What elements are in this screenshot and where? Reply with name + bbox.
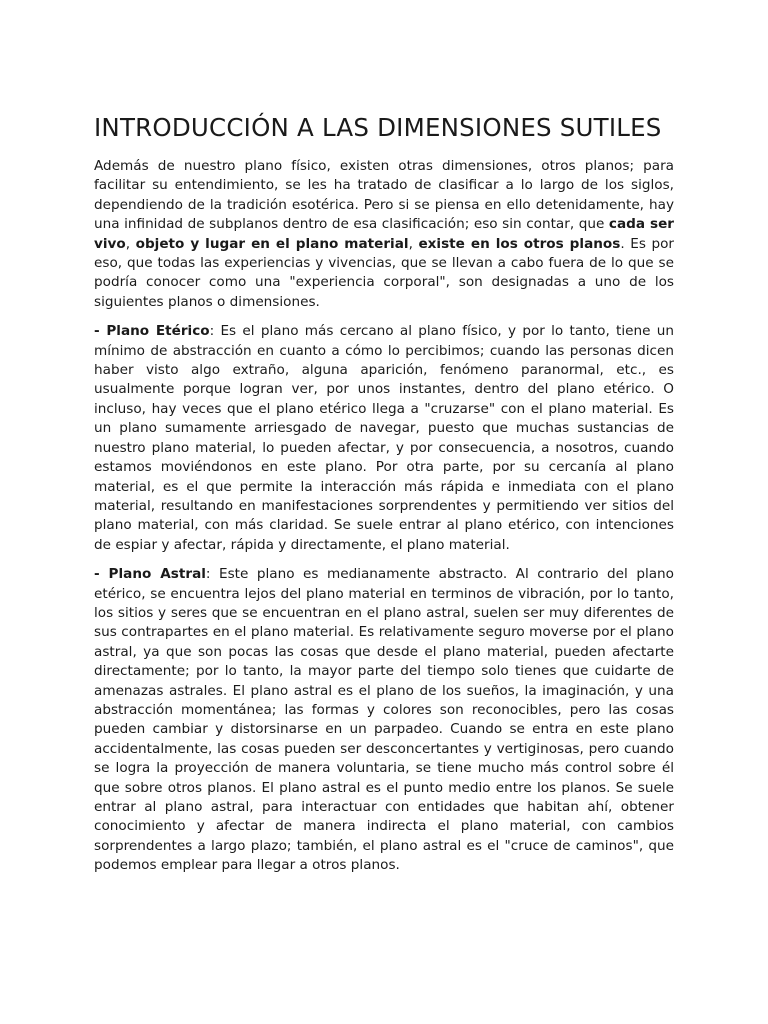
intro-text-end: . Es por eso, que todas las experiencias y vivencias, que se llevan a cabo fuera de lo que se podría conocer como una "experiencia corporal", son designadas a uno de los siguientes planos o dimensiones. xyxy=(94,235,674,310)
intro-paragraph xyxy=(94,157,674,312)
intro-text-start: Además de nuestro plano físico, existen otras dimensiones, otros planos; para facilitar su entendimiento, se les ha tratado de clasificar a lo largo de los siglos, dependiendo de la tradición esotérica. Pero si se piensa en ello detenidamente, hay una infinidad de subplanos dentro de esa clasificación; eso sin contar, que xyxy=(94,158,674,233)
etheric-plane-body: : Es el plano más cercano al plano físico, y por lo tanto, tiene un mínimo de abstracción en cuanto a cómo lo percibimos; cuando las personas dicen haber visto algo extraño, alguna aparición, fenómeno paranormal, etc., es usualmente porque logran ver, por unos instantes, dentro del plano etérico. O incluso, hay veces que el plano etérico llega a "cruzarse" con el plano material. Es un plano sumamente arriesgado de navegar, puesto que muchas sustancias de nuestro plano material, lo pueden afectar, y por consecuencia, a nosotros, cuando estamos moviéndonos en este plano. Por otra parte, por su cercanía al plano material, es el que permite la interacción más rápida e inmediata con el plano material, resultando en manifestaciones sorprendentes y permitiendo ver sitios del plano material, con más claridad. Se suele entrar al plano etérico, con intenciones de espiar y afectar, rápida y directamente, el plano material. xyxy=(94,323,674,553)
intro-separator-1: , xyxy=(125,235,136,252)
document-title: INTRODUCCIÓN A LAS DIMENSIONES SUTILES xyxy=(94,113,662,142)
etheric-plane-paragraph xyxy=(94,322,674,555)
etheric-plane-heading: - Plano Etérico xyxy=(94,323,210,340)
astral-plane-paragraph xyxy=(94,565,674,876)
intro-bold-living-being: cada ser vivo xyxy=(94,216,675,252)
astral-plane-body: : Este plano es medianamente abstracto. Al contrario del plano etérico, se encuentra lejos del plano material en terminos de vibración, por lo tanto, los sitios y seres que se encuentran en el plano astral, suelen ser muy diferentes de sus contrapartes en el plano material. Es relativamente seguro moverse por el plano astral, ya que son pocas las cosas que desde el plano material, pueden afectarte directamente; por lo tanto, la mayor parte del tiempo solo tienes que cuidarte de amenazas astrales. El plano astral es el plano de los sueños, la imaginación, y una abstracción momentánea; las formas y colores son reconocibles, pero las cosas pueden cambiar y distorsinarse en un parpadeo. Cuando se entra en este plano accidentalmente, las cosas pueden ser desconcertantes y vertiginosas, pero cuando se logra la proyección de manera voluntaria, se tiene mucho más control sobre él que sobre otros planos. El plano astral es el punto medio entre los planos. Se suele entrar al plano astral, para interactuar con entidades que habitan ahí, obtener conocimiento y afectar de manera indirecta el plano material, con cambios sorprendentes a largo plazo; también, el plano astral es el "cruce de caminos", que podemos emplear para llegar a otros planos. xyxy=(94,566,674,874)
astral-plane-heading: - Plano Astral xyxy=(94,566,206,583)
intro-separator-2: , xyxy=(408,235,419,252)
intro-bold-object-place: objeto y lugar en el plano material xyxy=(135,235,409,252)
intro-bold-exists-other-planes: existe en los otros planos xyxy=(418,235,621,252)
